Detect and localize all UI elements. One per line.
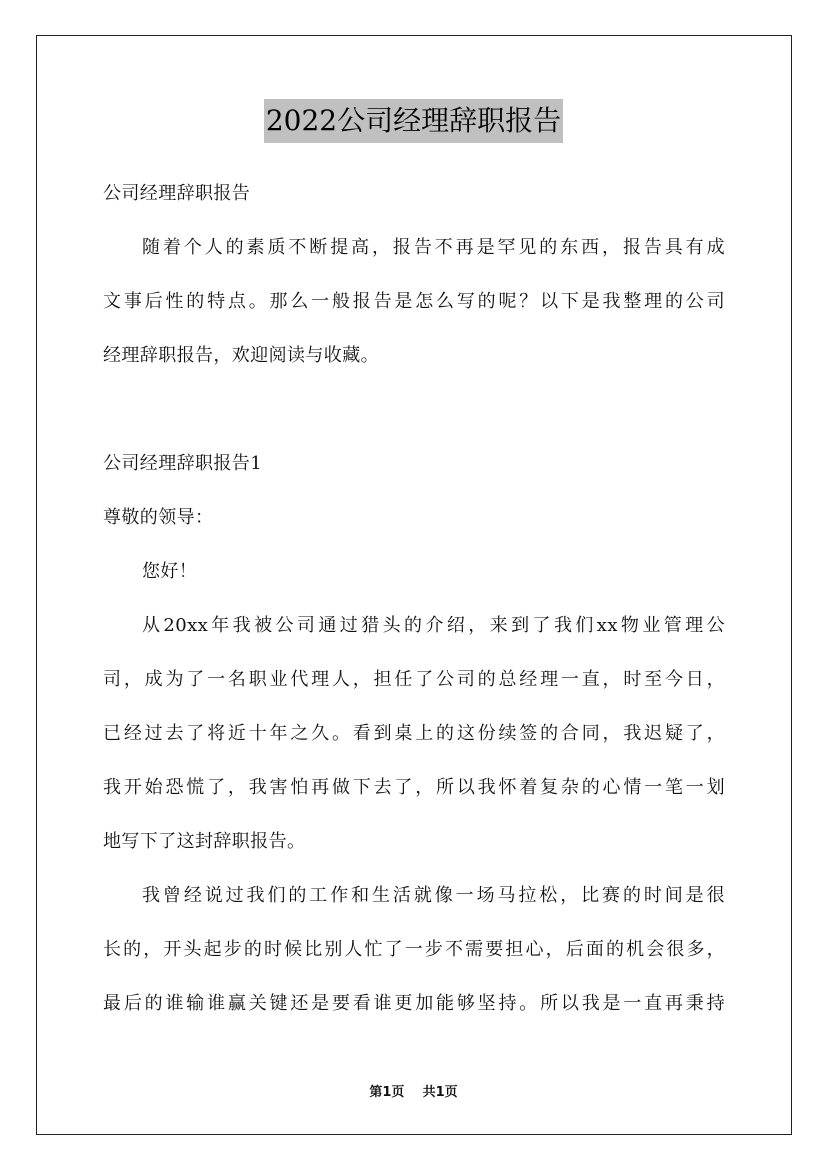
page-total: 共1页	[422, 1085, 458, 1100]
page-footer	[0, 1084, 827, 1102]
paragraph2-line-3: 最后的谁输谁赢关键还是要看谁更加能够坚持。所以我是一直再秉持	[103, 993, 725, 1014]
intro-line-3: 经理辞职报告，欢迎阅读与收藏。	[103, 345, 379, 366]
paragraph1-line-5: 地写下了这封辞职报告。	[103, 831, 306, 852]
paragraph1-line-2: 司，成为了一名职业代理人，担任了公司的总经理一直，时至今日，	[103, 669, 725, 690]
title-container	[0, 99, 827, 143]
document-subtitle: 公司经理辞职报告	[103, 183, 251, 204]
paragraph2-line-2: 长的，开头起步的时候比别人忙了一步不需要担心，后面的机会很多，	[103, 939, 725, 960]
paragraph1-line-4: 我开始恐慌了，我害怕再做下去了，所以我怀着复杂的心情一笔一划	[103, 777, 725, 798]
document-title: 2022公司经理辞职报告	[264, 99, 563, 143]
page-number: 第1页	[369, 1085, 405, 1100]
paragraph1-line-1: 从20xx年我被公司通过猎头的介绍，来到了我们xx物业管理公	[142, 615, 725, 636]
paragraph1-line-3: 已经过去了将近十年之久。看到桌上的这份续签的合同，我迟疑了，	[103, 723, 725, 744]
section-title: 公司经理辞职报告1	[103, 453, 263, 474]
salutation: 尊敬的领导：	[103, 507, 214, 528]
greeting: 您好！	[142, 561, 198, 582]
paragraph2-line-1: 我曾经说过我们的工作和生活就像一场马拉松，比赛的时间是很	[142, 885, 725, 906]
intro-line-1: 随着个人的素质不断提高，报告不再是罕见的东西，报告具有成	[142, 237, 725, 258]
intro-line-2: 文事后性的特点。那么一般报告是怎么写的呢？以下是我整理的公司	[103, 291, 725, 312]
